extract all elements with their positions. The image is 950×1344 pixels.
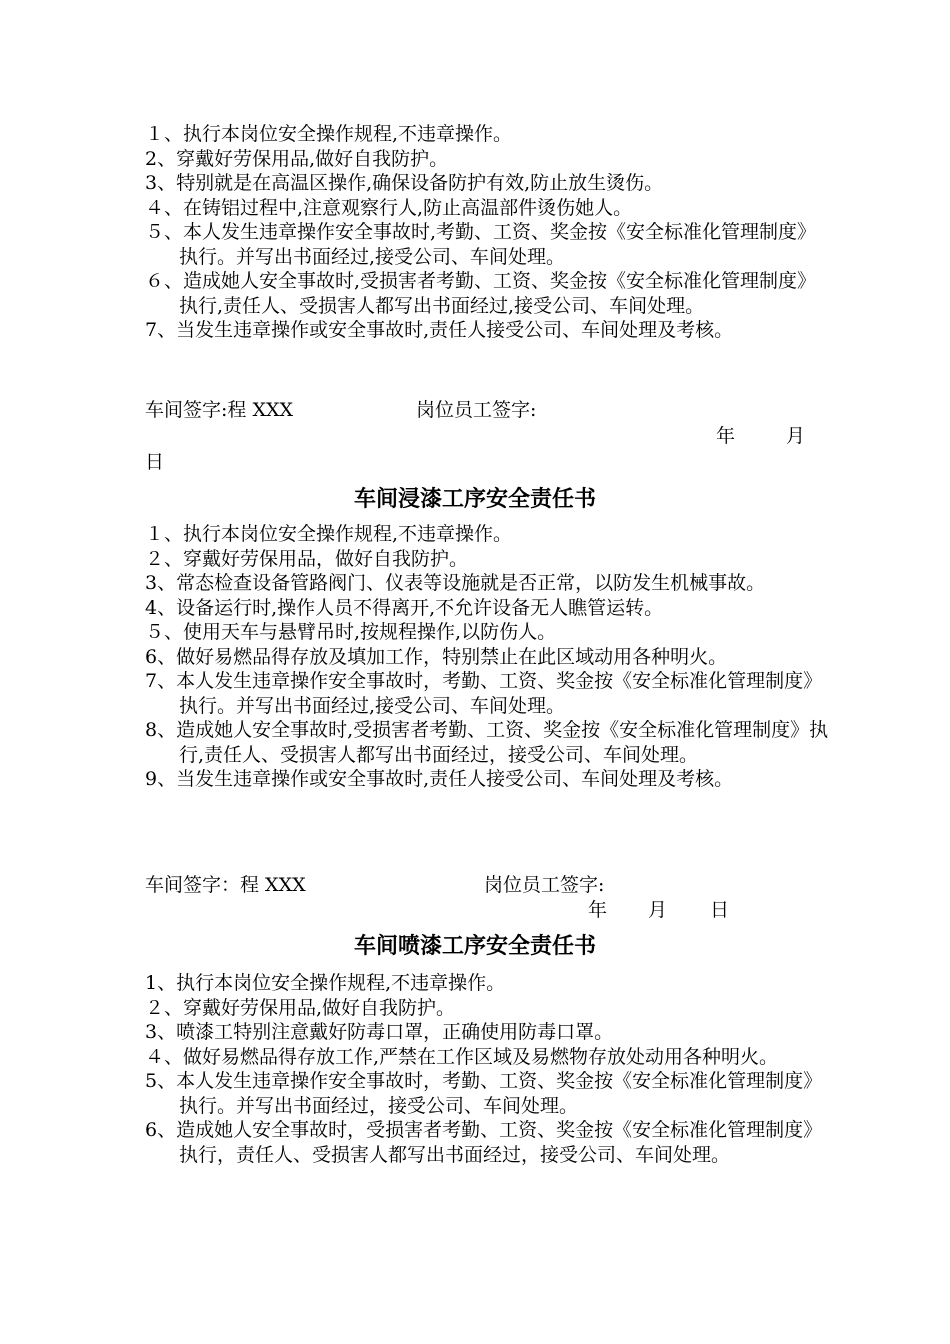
date-year: 年 (716, 425, 736, 447)
workshop-signature: 车间签字：程 XXX (145, 874, 306, 896)
list-item: 6、造成她人安全事故时，受损害者考勤、工资、奖金按《安全标准化管理制度》执行，责任人、受损害人都写出书面经过，接受公司、车间处理。 (145, 1119, 823, 1166)
section2-title: 车间浸漆工序安全责任书 (353, 486, 596, 512)
list-item: 3、喷漆工特别注意戴好防毒口罩，正确使用防毒口罩。 (145, 1021, 614, 1043)
employee-signature: 岗位员工签字: (416, 399, 537, 421)
list-item: 7、本人发生违章操作安全事故时，考勤、工资、奖金按《安全标准化管理制度》执行。并写出书面经过,接受公司、车间处理。 (145, 670, 823, 717)
list-item: 2、穿戴好劳保用品,做好自我防护。 (145, 147, 449, 170)
date-day: 日 (710, 899, 730, 921)
list-item: 9、当发生违章操作或安全事故时,责任人接受公司、车间处理及考核。 (145, 768, 734, 790)
section2-list (145, 522, 830, 792)
section3-title: 车间喷漆工序安全责任书 (353, 933, 596, 959)
employee-signature: 岗位员工签字: (484, 874, 605, 896)
list-item: １、执行本岗位安全操作规程,不违章操作。 (145, 123, 513, 145)
list-item: １、执行本岗位安全操作规程,不违章操作。 (145, 523, 513, 545)
list-item: ４、在铸铝过程中,注意观察行人,防止高温部件烫伤她人。 (145, 196, 633, 219)
list-item: 1、执行本岗位安全操作规程,不违章操作。 (145, 972, 506, 994)
list-item: 3、特别就是在高温区操作,确保设备防护有效,防止放生烫伤。 (145, 172, 664, 194)
list-item: ４、做好易燃品得存放工作,严禁在工作区域及易燃物存放处动用各种明火。 (145, 1045, 779, 1068)
list-item: 3、常态检查设备管路阀门、仪表等设施就是否正常，以防发生机械事故。 (145, 572, 766, 594)
section1-list (145, 122, 830, 343)
list-item: ６、造成她人安全事故时,受损害者考勤、工资、奖金按《安全标准化管理制度》执行,责任人、受损害人都写出书面经过,接受公司、车间处理。 (145, 270, 817, 317)
list-item: ５、本人发生违章操作安全事故时,考勤、工资、奖金按《安全标准化管理制度》执行。并写出书面经过,接受公司、车间处理。 (145, 221, 817, 268)
list-item: ５、使用天车与悬臂吊时,按规程操作,以防伤人。 (145, 621, 557, 643)
section3-list (145, 971, 830, 1167)
list-item: 7、当发生违章操作或安全事故时,责任人接受公司、车间处理及考核。 (145, 319, 734, 341)
list-item: 4、设备运行时,操作人员不得离开,不允许设备无人瞧管运转。 (145, 596, 664, 619)
workshop-signature: 车间签字:程 XXX (145, 399, 294, 421)
list-item: 6、做好易燃品得存放及填加工作，特别禁止在此区域动用各种明火。 (145, 645, 728, 668)
date-month: 月 (648, 899, 668, 921)
date-day: 日 (145, 451, 165, 473)
list-item: ２、穿戴好劳保用品,做好自我防护。 (145, 996, 456, 1019)
date-year: 年 (588, 899, 608, 921)
list-item: 8、造成她人安全事故时,受损害者考勤、工资、奖金按《安全标准化管理制度》执行,责任人、受损害人都写出书面经过，接受公司、车间处理。 (145, 719, 829, 766)
list-item: 5、本人发生违章操作安全事故时，考勤、工资、奖金按《安全标准化管理制度》执行。并写出书面经过，接受公司、车间处理。 (145, 1070, 823, 1117)
date-month: 月 (786, 425, 806, 447)
list-item: ２、穿戴好劳保用品，做好自我防护。 (145, 547, 469, 570)
